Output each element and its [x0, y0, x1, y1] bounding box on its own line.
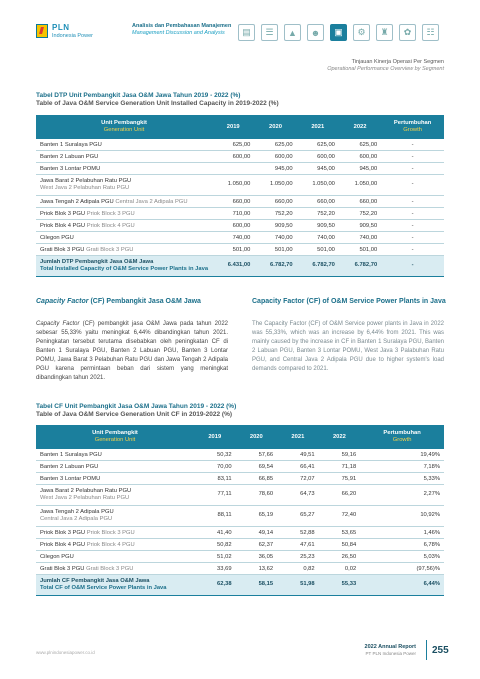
table-row: Jawa Tengah 2 Adipala PGU Central Java 2 Adipala PGU 88,11 65,19 65,27 72,40 10,92% [36, 506, 444, 527]
table-row: Priok Blok 4 PGU Priok Block 4 PGU 50,82 62,37 47,61 50,84 6,78% [36, 539, 444, 551]
col-2019: 2019 [212, 115, 254, 139]
unit-name: Jawa Barat 2 Pelabuhan Ratu PGU West Java 2 Pelabuhan Ratu PGU [36, 485, 194, 506]
unit-name: Priok Blok 3 PGU Priok Block 3 PGU [36, 527, 194, 539]
analysis-icon[interactable]: ▣ [330, 24, 347, 41]
table-row: Jawa Barat 2 Pelabuhan Ratu PGU West Java 2 Pelabuhan Ratu PGU 1.050,00 1.050,00 1.050,00 1.050,00 - [36, 175, 444, 196]
table2-title-id: Tabel CF Unit Pembangkit Jasa O&M Jawa Tahun 2019 - 2022 (%) [36, 403, 237, 410]
unit-name: Banten 3 Lontar POMU [36, 473, 194, 485]
unit-name: Jawa Tengah 2 Adipala PGU Central Java 2 Adipala PGU [36, 196, 212, 208]
table-row: Priok Blok 3 PGU Priok Block 3 PGU 710,00 752,20 752,20 752,20 - [36, 208, 444, 220]
table2-title [36, 403, 236, 419]
chapter-title-en: Management Discussion and Analysis [132, 30, 225, 36]
chapter-nav [238, 24, 439, 41]
col-2019: 2019 [194, 425, 236, 449]
table-row: Banten 3 Lontar POMU 945,00 945,00 945,00 - [36, 163, 444, 175]
segment-subheading [327, 59, 444, 73]
table2-capacity-factor [36, 425, 444, 596]
footer-website-link[interactable]: www.plnindonesiapower.co.id [36, 650, 95, 655]
chart-icon[interactable]: ▲ [284, 24, 301, 41]
document-icon[interactable]: ▤ [238, 24, 255, 41]
cf-heading-id: Capacity Factor (CF) Pembangkit Jasa O&M Jawa [36, 298, 201, 305]
list-icon[interactable]: ☰ [261, 24, 278, 41]
logo-name: PLN [52, 23, 70, 32]
cf-paragraph-id: Capacity Factor (CF) pembangkit jasa O&M Jawa pada tahun 2022 sebesar 55,33% yaitu meningkat 6,44% dibandingkan tahun 2021. Peningkatan tersebut terutama disebabkan oleh peningkatan CF di Banten 1 Suralaya PGU, Banten 2 Labuan PGU, Banten 3 Lontar POMU, Jawa Barat 3 Pelabuhan Ratu PGU dan Jawa Tengah 2 Adipala PGU karena permintaan beban dari sistem yang meningkat dibandingkan tahun 2021. [36, 321, 229, 381]
page-number: 255 [432, 645, 449, 656]
col-2021: 2021 [297, 115, 339, 139]
unit-name: Grati Blok 3 PGU Grati Block 3 PGU [36, 244, 212, 256]
table-row: Jawa Barat 2 Pelabuhan Ratu PGU West Java 2 Pelabuhan Ratu PGU 77,11 78,60 64,73 66,20 2,27% [36, 485, 444, 506]
leaf-icon[interactable]: ✿ [399, 24, 416, 41]
pln-logo-icon [36, 24, 48, 38]
footer-divider [426, 640, 427, 660]
table1-installed-capacity [36, 115, 444, 277]
unit-name: Cilegon PGU [36, 551, 194, 563]
table-row: Banten 1 Suralaya PGU 625,00 625,00 625,00 625,00 - [36, 139, 444, 151]
finance-icon[interactable]: ☷ [422, 24, 439, 41]
table-row: Priok Blok 3 PGU Priok Block 3 PGU 41,40 49,14 52,88 53,65 1,46% [36, 527, 444, 539]
subheading-id: Tinjauan Kinerja Operasi Per Segmen [351, 59, 444, 65]
unit-name: Banten 1 Suralaya PGU [36, 449, 194, 461]
unit-name: Cilegon PGU [36, 232, 212, 244]
table-header-row [36, 115, 444, 139]
table-row: Grati Blok 3 PGU Grati Block 3 PGU 33,69 13,62 0,82 0,02 (97,56)% [36, 563, 444, 575]
table-row: Priok Blok 4 PGU Priok Block 4 PGU 600,00 909,50 909,50 909,50 - [36, 220, 444, 232]
logo-subtitle: Indonesia Power [52, 33, 93, 39]
page-header [0, 0, 480, 52]
col-unit: Unit Pembangkit Generation Unit [36, 115, 212, 139]
col-growth: Pertumbuhan Growth [360, 425, 444, 449]
table2-title-en: Table of Java O&M Service Generation Unit CF in 2019-2022 (%) [36, 411, 233, 418]
report-title: 2022 Annual Report [364, 644, 416, 650]
unit-name: Banten 2 Labuan PGU [36, 461, 194, 473]
table-row: Jawa Tengah 2 Adipala PGU Central Java 2 Adipala PGU 660,00 660,00 660,00 660,00 - [36, 196, 444, 208]
people-icon[interactable]: ☻ [307, 24, 324, 41]
subheading-en: Operational Performance Overview by Segment [327, 66, 444, 72]
table1-title-en: Table of Java O&M Service Generation Unit Installed Capacity in 2019-2022 (%) [36, 100, 279, 107]
building-icon[interactable]: ♜ [376, 24, 393, 41]
table1-title-id: Tabel DTP Unit Pembangkit Jasa O&M Jawa Tahun 2019 - 2022 (%) [36, 92, 241, 99]
company-logo[interactable] [36, 24, 93, 40]
unit-name: Banten 2 Labuan PGU [36, 151, 212, 163]
table-row: Banten 2 Labuan PGU 70,00 69,54 66,41 71,18 7,18% [36, 461, 444, 473]
table-total-row: Jumlah CF Pembangkit Jasa O&M Jawa Total CF of O&M Service Power Plants in Java 62,38 58,15 51,98 55,33 6,44% [36, 575, 444, 596]
total-label: Jumlah CF Pembangkit Jasa O&M Jawa Total CF of O&M Service Power Plants in Java [36, 575, 194, 596]
unit-name: Banten 1 Suralaya PGU [36, 139, 212, 151]
table-row: Grati Blok 3 PGU Grati Block 3 PGU 501,00 501,00 501,00 501,00 - [36, 244, 444, 256]
col-unit: Unit Pembangkit Generation Unit [36, 425, 194, 449]
table-header-row [36, 425, 444, 449]
company-name: PT PLN Indonesia Power [365, 650, 416, 656]
unit-name: Jawa Barat 2 Pelabuhan Ratu PGU West Java 2 Pelabuhan Ratu PGU [36, 175, 212, 196]
col-2021: 2021 [277, 425, 319, 449]
unit-name: Jawa Tengah 2 Adipala PGU Central Java 2 Adipala PGU [36, 506, 194, 527]
table-row: Cilegon PGU 51,02 36,05 25,23 26,50 5,03% [36, 551, 444, 563]
col-growth: Pertumbuhan Growth [381, 115, 444, 139]
table-row: Banten 1 Suralaya PGU 50,32 57,66 49,51 59,16 19,49% [36, 449, 444, 461]
cf-paragraph-en: The Capacity Factor (CF) of O&M Service power plants in Java in 2022 was 55,33%, which was an increase by 6,44% from 2021. This was mainly caused by the increase in CF in Banten 1 Suralaya PGU, Banten 2 Labuan PGU, Banten 3 Lontar POMU, West Java 3 Palabuhan Ratu PGU, and Central Java 2 Adipala PGU due to higher system's load demands compared to 2021. [252, 321, 444, 372]
unit-name: Priok Blok 3 PGU Priok Block 3 PGU [36, 208, 212, 220]
chapter-title-id: Analisis dan Pembahasan Manajemen [132, 23, 232, 29]
col-2020: 2020 [254, 115, 296, 139]
unit-name: Grati Blok 3 PGU Grati Block 3 PGU [36, 563, 194, 575]
col-2020: 2020 [236, 425, 278, 449]
table-row: Cilegon PGU 740,00 740,00 740,00 740,00 - [36, 232, 444, 244]
table1-title [36, 92, 279, 108]
unit-name: Priok Blok 4 PGU Priok Block 4 PGU [36, 539, 194, 551]
col-2022: 2022 [319, 425, 361, 449]
gear-icon[interactable]: ⚙ [353, 24, 370, 41]
table-total-row: Jumlah DTP Pembangkit Jasa O&M Jawa Total Installed Capacity of O&M Service Power Plants in Java 6.431,00 6.782,70 6.782,70 6.782,70 - [36, 256, 444, 277]
footer-report-label [365, 644, 416, 657]
unit-name: Priok Blok 4 PGU Priok Block 4 PGU [36, 220, 212, 232]
table-row: Banten 3 Lontar POMU 83,11 66,85 72,07 75,91 5,33% [36, 473, 444, 485]
table-row: Banten 2 Labuan PGU 600,00 600,00 600,00 600,00 - [36, 151, 444, 163]
total-label: Jumlah DTP Pembangkit Jasa O&M Jawa Total Installed Capacity of O&M Service Power Plants in Java [36, 256, 212, 277]
col-2022: 2022 [339, 115, 381, 139]
chapter-title [132, 23, 231, 37]
unit-name: Banten 3 Lontar POMU [36, 163, 212, 175]
cf-heading-en: Capacity Factor (CF) of O&M Service Power Plants in Java [252, 298, 446, 305]
